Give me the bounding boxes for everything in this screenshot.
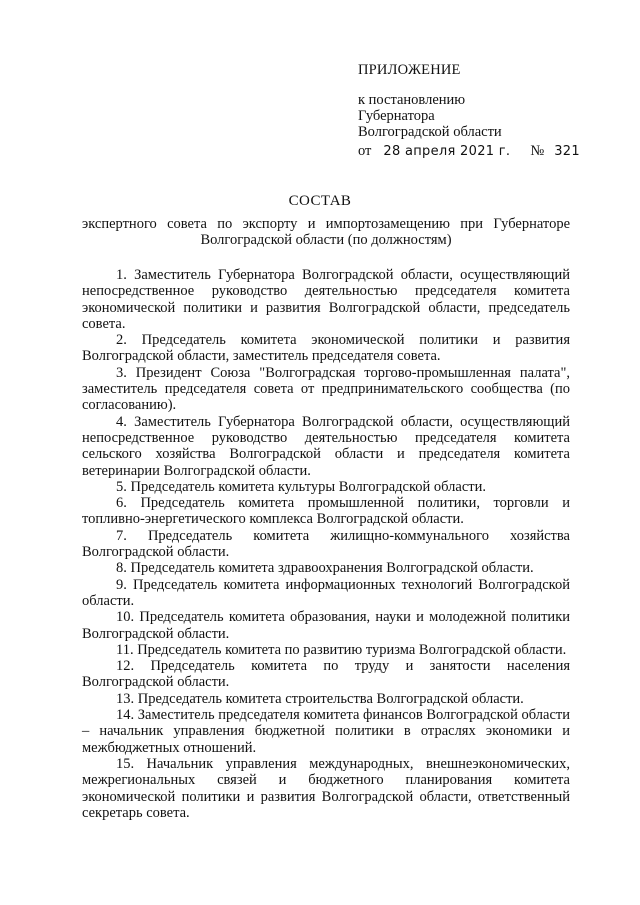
member-item: 3. Президент Союза "Волгоградская торгово-промышленная палата", заместитель председателя совета от предпринимательского сообщества (по согласованию). xyxy=(82,364,570,414)
member-item: 11. Председатель комитета по развитию туризма Волгоградской области. xyxy=(116,641,567,658)
approval-line-1: к постановлению xyxy=(358,92,466,108)
member-item: 7. Председатель комитета жилищно-коммунального хозяйства Волгоградской области. xyxy=(82,527,570,561)
members-list xyxy=(82,267,570,821)
approval-block xyxy=(358,62,502,140)
number-sign: № xyxy=(530,143,545,159)
member-item: 10. Председатель комитета образования, науки и молодежной политики Волгоградской области. xyxy=(82,609,570,642)
resolution-date-line xyxy=(358,143,580,160)
approval-line-3: Волгоградской области xyxy=(358,124,502,140)
resolution-date: 28 апреля 2021 г. xyxy=(383,144,511,159)
resolution-number: 321 xyxy=(554,144,580,159)
member-item: 8. Председатель комитета здравоохранения Волгоградской области. xyxy=(116,560,534,577)
member-item: 2. Председатель комитета экономической политики и развития Волгоградской области, заместитель председателя совета. xyxy=(82,332,570,365)
appendix-heading: ПРИЛОЖЕНИЕ xyxy=(358,62,461,78)
member-item: 12. Председатель комитета по труду и занятости населения Волгоградской области. xyxy=(82,658,570,691)
document-subtitle: экспертного совета по экспорту и импортозамещению при Губернаторе Волгоградской области (по должностям) xyxy=(82,216,570,248)
member-item: 13. Председатель комитета строительства Волгоградской области. xyxy=(116,690,524,707)
member-item: 9. Председатель комитета информационных технологий Волгоградской области. xyxy=(82,576,570,609)
document-title: СОСТАВ xyxy=(288,193,352,209)
date-prefix: от xyxy=(358,143,372,159)
member-item: 1. Заместитель Губернатора Волгоградской области, осуществляющий непосредственное руководство деятельностью председателя комитета экономической политики и развития Волгоградской области, председатель совета. xyxy=(82,267,570,332)
member-item: 14. Заместитель председателя комитета финансов Волгоградской области – начальник управления бюджетной политики в отраслях экономики и межбюджетных отношений. xyxy=(82,707,570,756)
approval-line-2: Губернатора xyxy=(358,108,435,124)
member-item: 4. Заместитель Губернатора Волгоградской области, осуществляющий непосредственное руководство деятельностью председателя комитета сельского хозяйства Волгоградской области и председателя комитета ветеринарии Волгоградской области. xyxy=(82,413,570,479)
member-item: 15. Начальник управления международных, внешнеэкономических, межрегиональных связей и бюджетного планирования комитета экономической политики и развития Волгоградской области, ответственный секретарь совета. xyxy=(82,755,570,821)
member-item: 6. Председатель комитета промышленной политики, торговли и топливно-энергетического комплекса Волгоградской области. xyxy=(82,495,570,528)
member-item: 5. Председатель комитета культуры Волгоградской области. xyxy=(116,478,486,495)
